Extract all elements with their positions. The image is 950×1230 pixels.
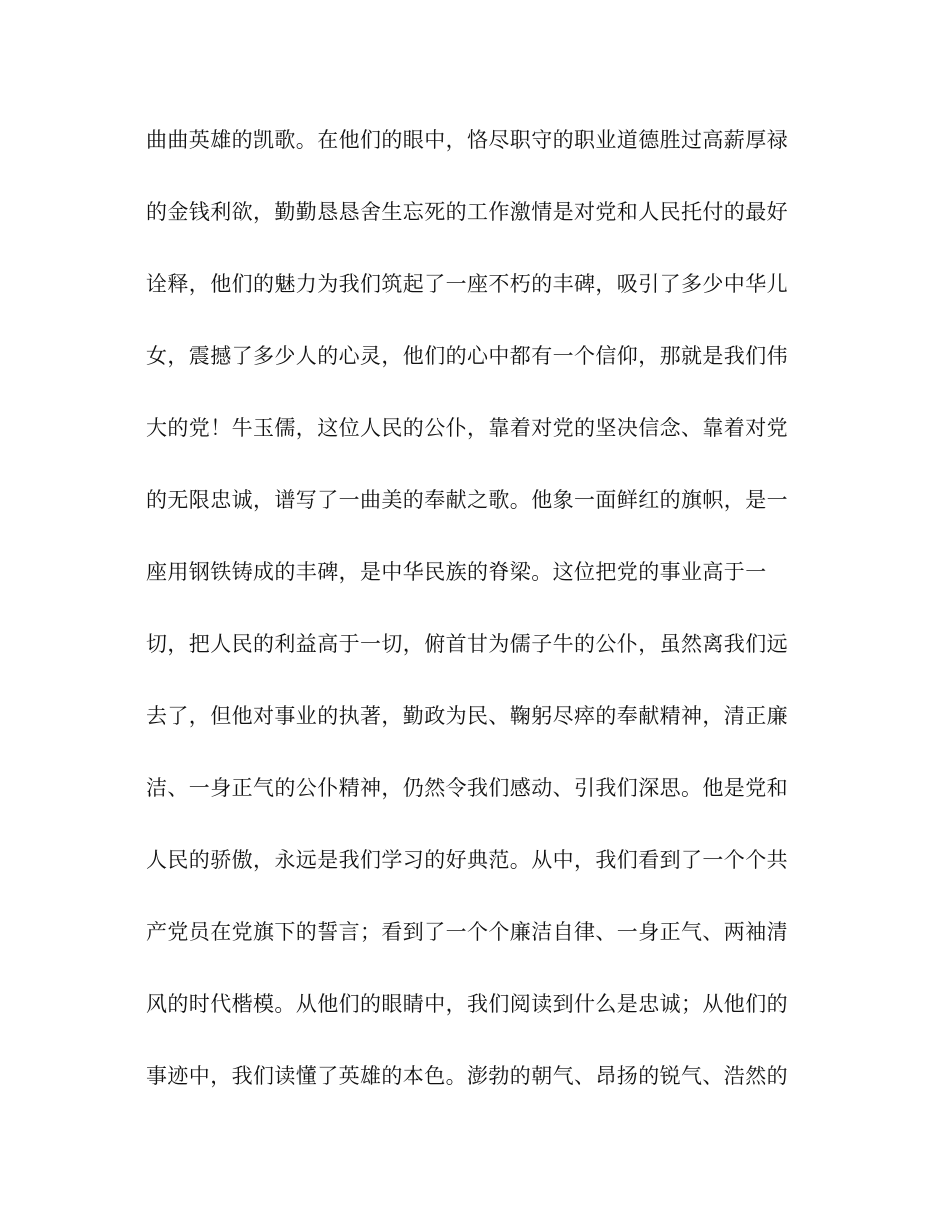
text-line: 切，把人民的利益高于一切，俯首甘为儒子牛的公仆，虽然离我们远 [146, 632, 788, 656]
text-line: 产党员在党旗下的誓言；看到了一个个廉洁自律、一身正气、两袖清 [146, 920, 788, 944]
text-line: 大的党！牛玉儒，这位人民的公仆，靠着对党的坚决信念、靠着对党 [146, 416, 788, 440]
text-line: 座用钢铁铸成的丰碑，是中华民族的脊梁。这位把党的事业高于一 [146, 560, 767, 584]
text-line: 去了，但他对事业的执著，勤政为民、鞠躬尽瘁的奉献精神，清正廉 [146, 704, 788, 728]
text-line: 风的时代楷模。从他们的眼睛中，我们阅读到什么是忠诚；从他们的 [146, 992, 788, 1016]
text-line: 洁、一身正气的公仆精神，仍然令我们感动、引我们深思。他是党和 [146, 776, 788, 800]
text-line: 女，震撼了多少人的心灵，他们的心中都有一个信仰，那就是我们伟 [146, 344, 788, 368]
text-line: 的金钱利欲，勤勤恳恳舍生忘死的工作激情是对党和人民托付的最好 [146, 200, 788, 224]
text-line: 事迹中，我们读懂了英雄的本色。澎勃的朝气、昂扬的锐气、浩然的 [146, 1064, 788, 1088]
text-line: 的无限忠诚，谱写了一曲美的奉献之歌。他象一面鲜红的旗帜，是一 [146, 488, 788, 512]
text-line: 诠释，他们的魅力为我们筑起了一座不朽的丰碑，吸引了多少中华儿 [146, 272, 788, 296]
body-text [146, 120, 806, 1128]
text-line: 曲曲英雄的凯歌。在他们的眼中，恪尽职守的职业道德胜过高薪厚禄 [146, 128, 788, 152]
text-line: 人民的骄傲，永远是我们学习的好典范。从中，我们看到了一个个共 [146, 848, 788, 872]
